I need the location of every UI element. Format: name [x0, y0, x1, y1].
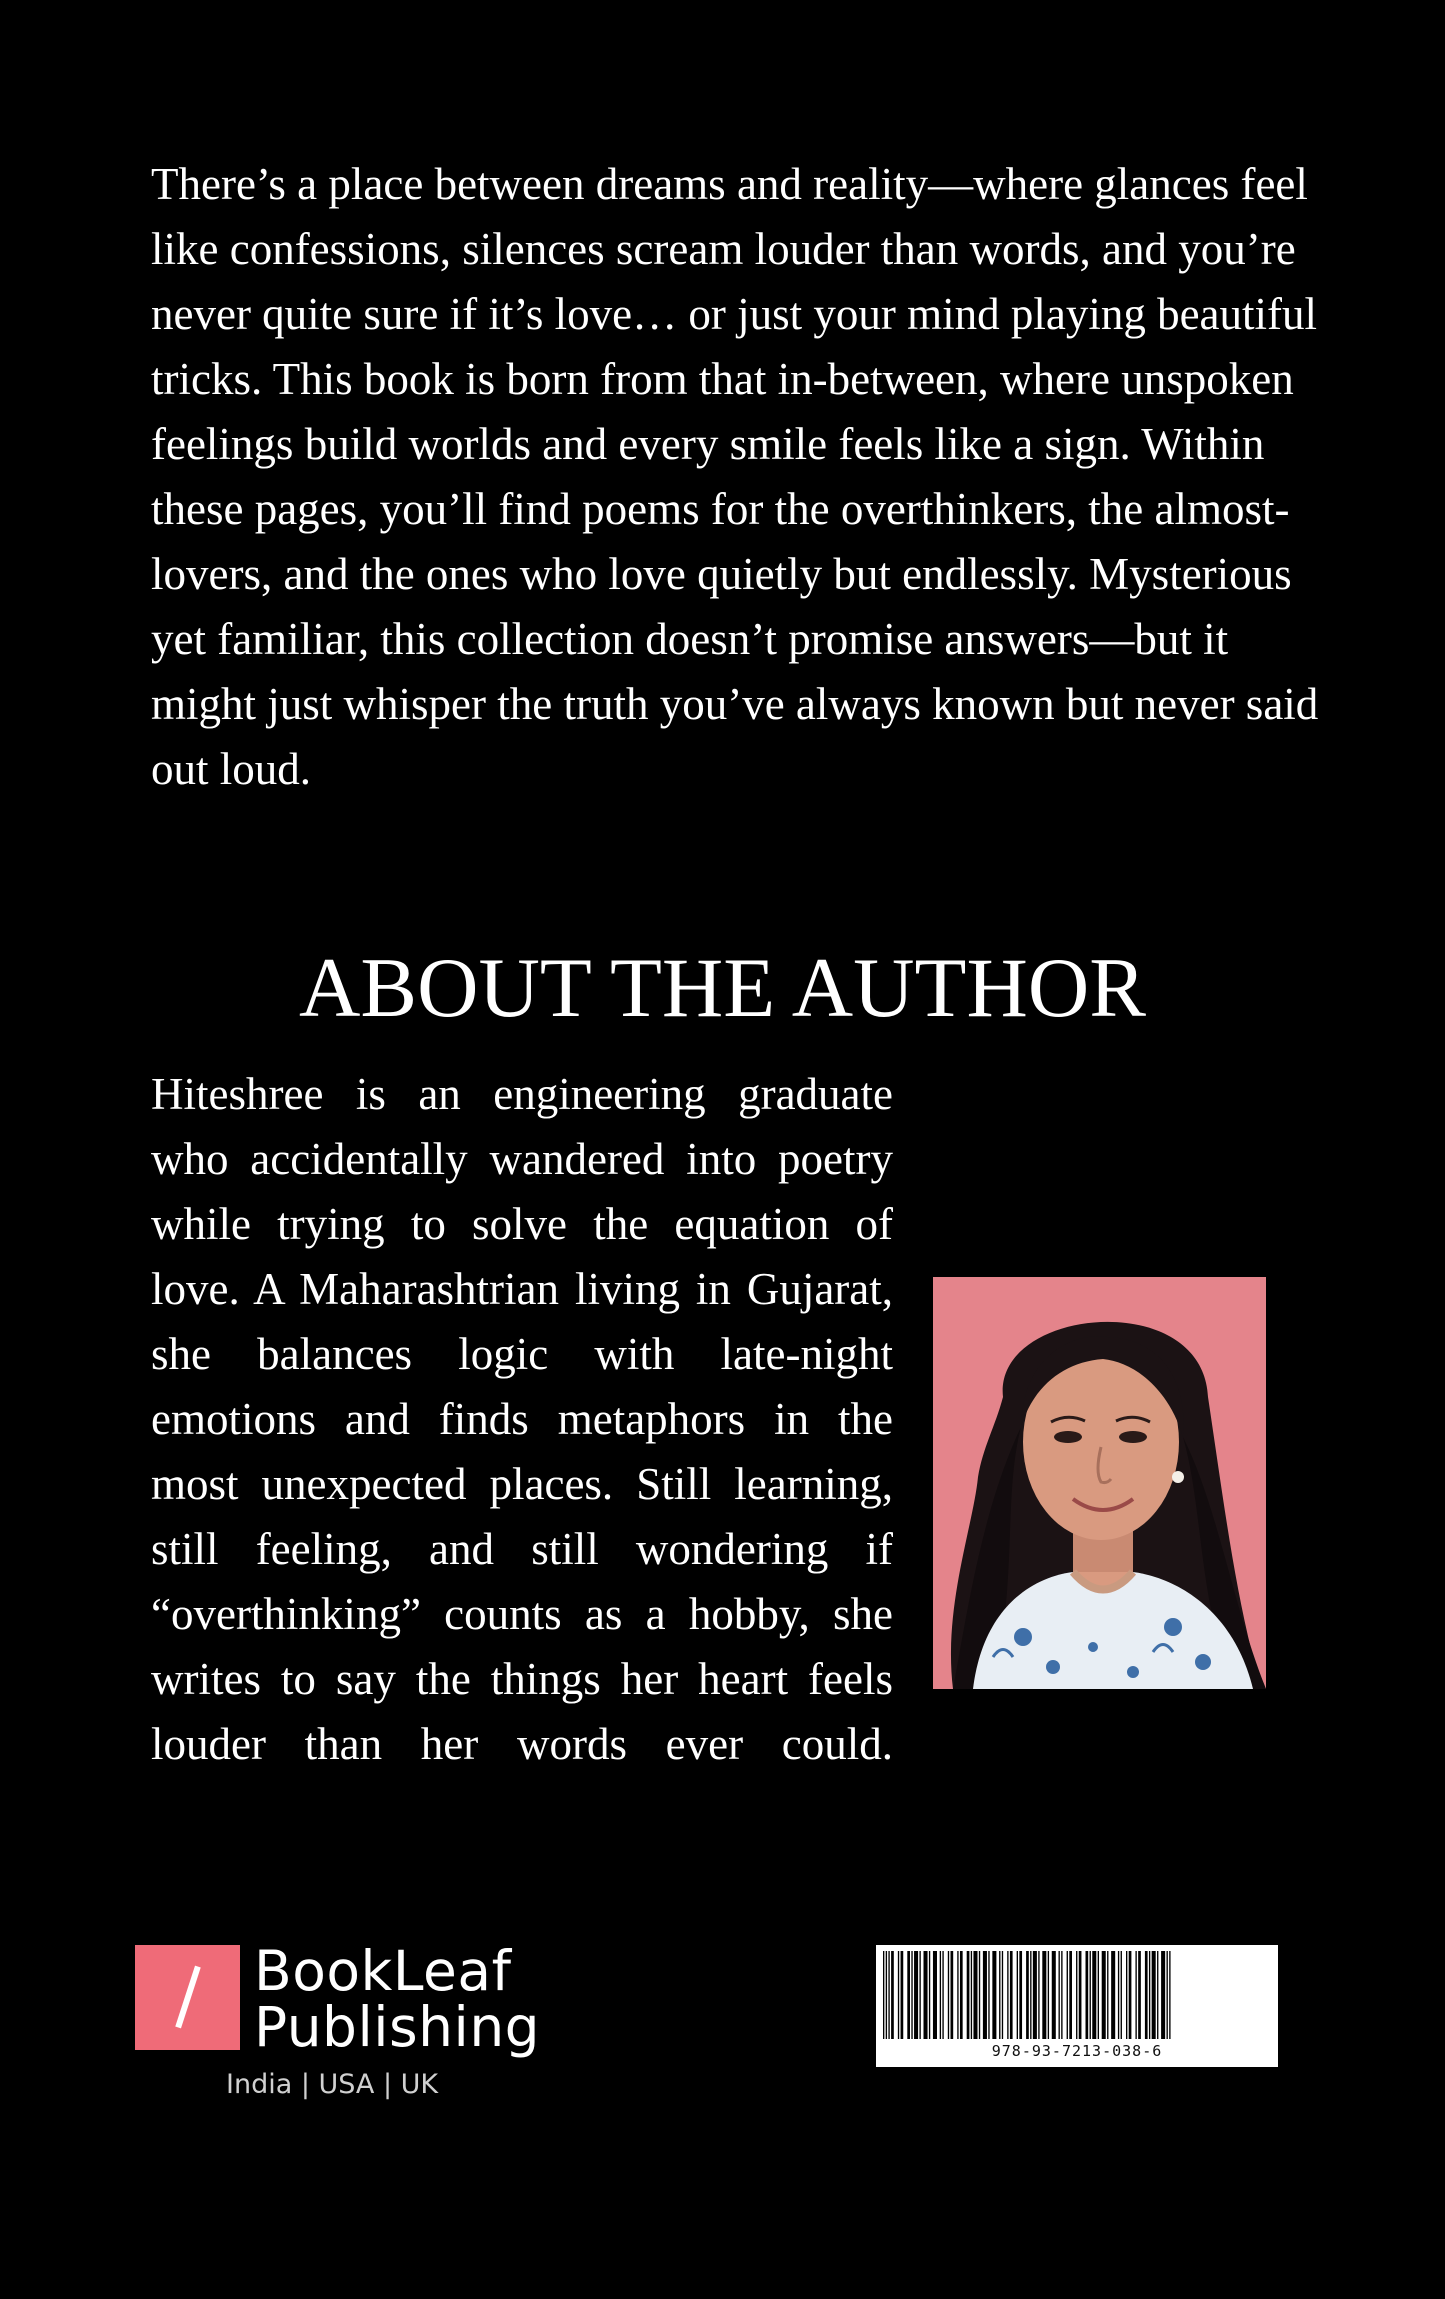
publisher-logo-mark: [135, 1945, 240, 2050]
slash-icon: [175, 1966, 200, 2029]
author-photo: [933, 1277, 1266, 1689]
author-bio: Hiteshree is an engineering graduate who accidentally wandered into poetry while trying to solve the equation of love. A Maharashtrian living in Gujarat, she balances logic with late-night emotions and finds metaphors in the most unexpected places. Still learning, still feeling, and still wondering if “overthinking” counts as a hobby, she writes to say the things her heart feels louder than her words ever could.: [151, 1069, 893, 1769]
publisher-logo: [135, 1939, 541, 2105]
barcode-bars-icon: [883, 1951, 1271, 2039]
publisher-name-line1: BookLeaf: [254, 1939, 512, 2003]
publisher-regions: India | USA | UK: [226, 2069, 439, 2100]
about-author-heading: ABOUT THE AUTHOR: [299, 941, 1146, 1035]
publisher-name-line2: Publishing: [254, 1995, 541, 2059]
book-blurb: There’s a place between dreams and reality—where glances feel like confessions, silences scream louder than words, and you’re never quite sure if it’s love… or just your mind playing beautiful tricks. This book is born from that in-between, where unspoken feelings build worlds and every smile feels like a sign. Within these pages, you’ll find poems for the overthinkers, the almost-lovers, and the ones who love quietly but endlessly. Mysterious yet familiar, this collection doesn’t promise answers—but it might just whisper the truth you’ve always known but never said out loud.: [151, 159, 1319, 794]
isbn-number: 978-93-7213-038-6: [991, 2042, 1163, 2060]
isbn-barcode: [876, 1945, 1278, 2067]
